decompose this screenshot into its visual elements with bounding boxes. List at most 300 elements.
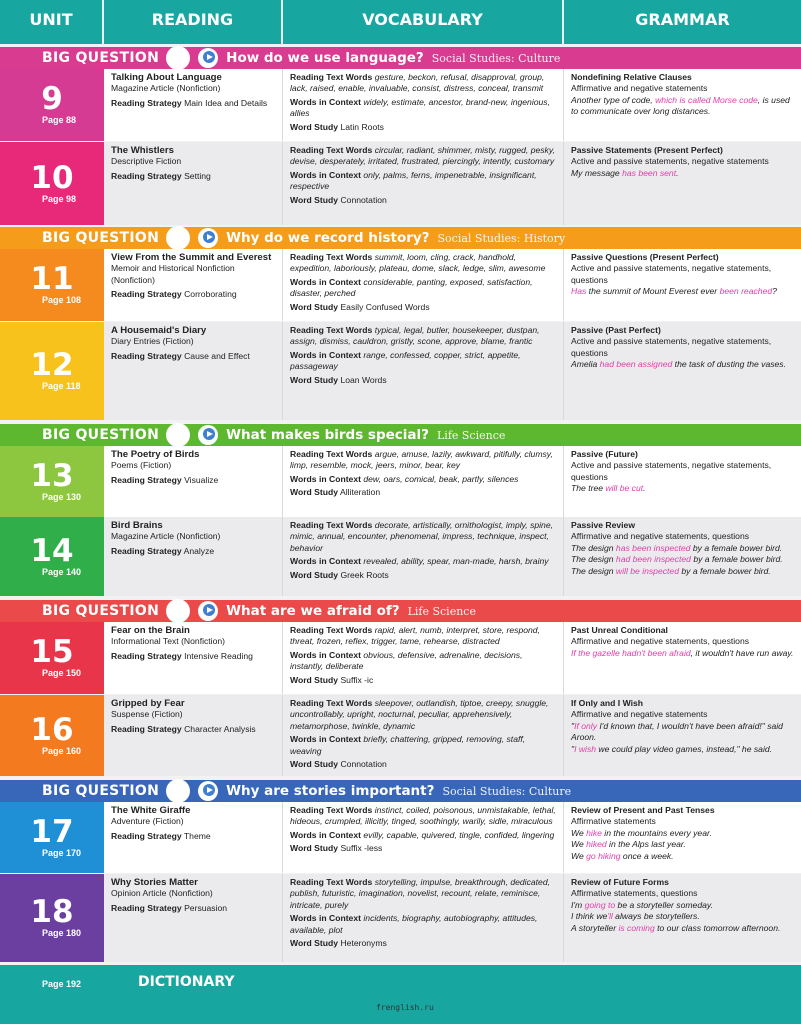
reading-strategy-label: Reading Strategy — [111, 289, 182, 300]
vocabulary-cell — [283, 517, 564, 596]
reading-text-words-label: Reading Text Words — [290, 698, 373, 708]
word-study-label: Word Study — [290, 374, 339, 385]
grammar-text: ? — [772, 286, 777, 297]
reading-strategy-line — [111, 724, 276, 735]
word-study: Connotation — [340, 194, 387, 205]
unit-number: 10 — [30, 159, 74, 196]
big-question-number: 5 — [166, 46, 190, 70]
reading-text-words-line — [290, 698, 557, 732]
reading-text-words: instinct, coiled, poisonous, unmistakable, lethal, hideous, crumpled, illicitly, tinged, soothingly, warily, sidle, miraculous — [290, 805, 556, 827]
words-in-context-label: Words in Context — [290, 473, 361, 484]
vocabulary-cell — [283, 142, 564, 225]
unit-cell — [0, 802, 104, 873]
words-in-context-label: Words in Context — [290, 349, 361, 360]
word-study-line — [290, 122, 557, 133]
reading-strategy-label: Reading Strategy — [111, 650, 182, 661]
grammar-highlight: hiked — [586, 839, 607, 850]
reading-strategy: Intensive Reading — [184, 650, 253, 661]
grammar-description: Affirmative and negative statements, questions — [571, 531, 750, 542]
reading-strategy-label: Reading Strategy — [111, 350, 182, 361]
word-study: Easily Confused Words — [340, 301, 430, 312]
words-in-context-label: Words in Context — [290, 169, 361, 180]
reading-genre: Poems — [111, 460, 138, 471]
grammar-text: . — [676, 167, 679, 178]
reading-cell — [104, 446, 283, 517]
vocabulary-cell — [283, 446, 564, 517]
vocabulary-cell — [283, 622, 564, 694]
grammar-text: We — [571, 827, 587, 838]
vocabulary-cell — [283, 695, 564, 776]
grammar-highlight: had been inspected — [615, 554, 691, 565]
vocabulary-cell — [283, 322, 564, 420]
grammar-example — [571, 286, 795, 297]
grammar-highlight: has been inspected — [615, 542, 691, 553]
reading-genre-line — [111, 336, 276, 347]
vocabulary-cell — [283, 874, 564, 962]
words-in-context-line — [290, 97, 557, 120]
words-in-context-line — [290, 556, 557, 567]
big-question-number: 8 — [166, 599, 190, 623]
word-study-line — [290, 570, 557, 581]
reading-genre: Descriptive Fiction — [111, 156, 182, 167]
word-study: Loan Words — [340, 374, 387, 385]
grammar-cell — [564, 142, 801, 225]
unit-row — [0, 517, 801, 596]
grammar-example — [571, 839, 795, 850]
words-in-context: briefly, chattering, gripped, removing, staff, weaving — [290, 734, 526, 756]
grammar-text: in the mountains every year. — [601, 827, 712, 838]
grammar-text: I'm — [571, 899, 585, 910]
grammar-title: Review of Present and Past Tenses — [571, 805, 715, 815]
grammar-highlight: had been assigned — [599, 359, 673, 370]
grammar-text: . — [643, 483, 646, 494]
reading-genre-line — [111, 816, 276, 827]
reading-text-words-line — [290, 520, 557, 554]
reading-genre-type: (Nonfiction) — [168, 888, 213, 899]
grammar-example — [571, 648, 795, 659]
grammar-highlight: If the gazelle hadn't been afraid — [571, 647, 691, 658]
unit-row — [0, 142, 801, 225]
word-study-line — [290, 302, 557, 313]
big-question-number: 9 — [166, 779, 190, 803]
grammar-text: always be storytellers. — [612, 911, 700, 922]
grammar-text: the task of dusting the vases. — [672, 359, 786, 370]
big-question-label: BIG QUESTION — [42, 603, 160, 619]
words-in-context: only, palms, ferns, impenetrable, insignificant, respective — [290, 169, 537, 192]
grammar-highlight: If only — [574, 720, 597, 731]
reading-genre: Diary Entries — [111, 336, 161, 347]
unit-row — [0, 802, 801, 873]
header-vocabulary: VOCABULARY — [283, 0, 564, 44]
grammar-cell — [564, 69, 801, 141]
reading-text-words-line — [290, 805, 557, 828]
word-study: Alliteration — [339, 487, 381, 498]
words-in-context: evilly, capable, quivered, tingle, confided, lingering — [363, 829, 555, 840]
reading-strategy: Setting — [184, 170, 211, 181]
words-in-context-label: Words in Context — [290, 913, 361, 924]
word-study: Suffix -less — [340, 843, 383, 854]
big-question-label: BIG QUESTION — [42, 50, 160, 66]
reading-text-words-line — [290, 72, 557, 95]
reading-genre-line — [111, 263, 276, 286]
reading-cell — [104, 622, 283, 694]
unit-row — [0, 446, 801, 517]
word-study-label: Word Study — [290, 487, 339, 498]
grammar-text: Another type of code, — [571, 94, 656, 105]
word-study-line — [290, 759, 557, 770]
unit-cell — [0, 142, 104, 225]
word-study-label: Word Study — [290, 194, 339, 205]
play-icon[interactable] — [198, 228, 218, 248]
unit-number: 17 — [30, 813, 74, 850]
grammar-text: by a female bower bird. — [690, 542, 783, 553]
header-grammar: GRAMMAR — [635, 10, 730, 29]
reading-text-words-line — [290, 449, 557, 472]
word-study: Latin Roots — [340, 121, 384, 132]
words-in-context-line — [290, 350, 557, 373]
grammar-description: Active and passive statements, negative statements — [571, 156, 769, 167]
word-study-line — [290, 375, 557, 386]
vocabulary-cell — [283, 802, 564, 873]
grammar-cell — [564, 249, 801, 321]
grammar-text: The design — [571, 542, 616, 553]
reading-text-words-label: Reading Text Words — [290, 325, 373, 335]
big-question-text: What makes birds special? — [226, 427, 429, 443]
word-study-line — [290, 675, 557, 686]
big-question-banner — [0, 47, 801, 69]
word-study-line — [290, 938, 557, 949]
unit-page: Page 180 — [42, 928, 82, 938]
grammar-example — [571, 95, 795, 118]
big-question-banner — [0, 227, 801, 249]
grammar-example — [571, 168, 795, 179]
grammar-text: , is used to communicate over long distances. — [571, 94, 790, 117]
words-in-context: obvious, defensive, adrenaline, decisions, instantly, deliberate — [290, 649, 523, 672]
reading-genre-type: (Nonfiction) — [176, 83, 221, 94]
words-in-context-label: Words in Context — [290, 556, 361, 567]
big-question-subject: Social Studies: History — [437, 231, 566, 245]
words-in-context-label: Words in Context — [290, 649, 361, 660]
grammar-text: " — [571, 720, 575, 731]
reading-strategy-label: Reading Strategy — [111, 545, 182, 556]
word-study-label: Word Study — [290, 569, 339, 580]
play-icon[interactable] — [198, 601, 218, 621]
word-study-label: Word Study — [290, 301, 339, 312]
reading-strategy-line — [111, 831, 276, 842]
grammar-description: Active and passive statements, negative statements, questions — [571, 263, 772, 285]
play-icon[interactable] — [198, 781, 218, 801]
grammar-highlight: which is called Morse code — [655, 94, 758, 105]
grammar-example — [571, 721, 795, 744]
play-icon[interactable] — [198, 425, 218, 445]
word-study: Greek Roots — [340, 569, 389, 580]
footer-page: Page 192 — [42, 979, 82, 989]
grammar-text: We — [571, 839, 587, 850]
words-in-context: range, confessed, copper, strict, appetite, passageway — [290, 349, 521, 372]
reading-genre: Magazine Article — [111, 531, 175, 542]
grammar-highlight: 'll — [607, 911, 613, 922]
reading-title: Bird Brains — [111, 520, 163, 531]
reading-strategy: Analyze — [183, 545, 215, 556]
reading-genre-type: (Nonfiction) — [111, 274, 155, 285]
grammar-text: The design — [571, 565, 616, 576]
reading-text-words-line — [290, 325, 557, 348]
big-question-text: What are we afraid of? — [226, 603, 400, 619]
reading-strategy-line — [111, 98, 276, 109]
big-question-label: BIG QUESTION — [42, 427, 160, 443]
grammar-title: Passive Questions (Present Perfect) — [571, 252, 719, 262]
reading-strategy-label: Reading Strategy — [111, 97, 182, 108]
grammar-highlight: will be inspected — [615, 565, 679, 576]
reading-cell — [104, 802, 283, 873]
grammar-description: Affirmative statements — [571, 816, 656, 827]
grammar-example — [571, 900, 795, 911]
unit-cell — [0, 695, 104, 776]
words-in-context: incidents, biography, autobiography, attitudes, available, plot — [290, 913, 538, 935]
word-study-label: Word Study — [290, 938, 339, 949]
grammar-title: Past Unreal Conditional — [571, 625, 668, 635]
unit-number: 13 — [30, 457, 74, 494]
header-unit: UNIT — [0, 0, 104, 44]
word-study-label: Word Study — [290, 843, 339, 854]
reading-text-words-line — [290, 877, 557, 911]
grammar-text: Amelia — [571, 359, 600, 370]
reading-strategy-label: Reading Strategy — [111, 830, 182, 841]
grammar-text: The tree — [571, 483, 606, 494]
grammar-example — [571, 744, 795, 755]
unit-row — [0, 874, 801, 962]
words-in-context-line — [290, 277, 557, 300]
reading-title: The Whistlers — [111, 145, 174, 156]
grammar-text: I'd known that, I wouldn't have been afraid!" said Aroon. — [571, 720, 783, 743]
reading-strategy: Main Idea and Details — [184, 97, 268, 108]
unit-row — [0, 249, 801, 321]
grammar-example — [571, 911, 795, 922]
unit-number: 16 — [30, 711, 74, 748]
reading-text-words-label: Reading Text Words — [290, 252, 373, 262]
big-question-subject: Social Studies: Culture — [431, 51, 561, 65]
unit-number: 9 — [41, 81, 63, 117]
reading-text-words-line — [290, 252, 557, 275]
watermark: frenglish.ru — [376, 1003, 434, 1012]
words-in-context: dew, oars, comical, beak, partly, silences — [363, 473, 519, 484]
unit-page: Page 88 — [42, 115, 77, 125]
reading-cell — [104, 695, 283, 776]
words-in-context: revealed, ability, spear, man-made, harsh, brainy — [363, 556, 549, 567]
grammar-cell — [564, 517, 801, 596]
reading-title: A Housemaid's Diary — [111, 325, 207, 336]
unit-cell — [0, 322, 104, 420]
grammar-highlight: I wish — [574, 743, 597, 754]
grammar-description: Affirmative and negative statements — [571, 709, 708, 720]
unit-number: 14 — [30, 532, 74, 569]
word-study: Connotation — [340, 759, 387, 770]
grammar-highlight: is coming — [618, 922, 655, 933]
words-in-context-label: Words in Context — [290, 96, 361, 107]
vocabulary-cell — [283, 249, 564, 321]
words-in-context: widely, estimate, ancestor, brand-new, ingenious, allies — [290, 96, 550, 119]
reading-strategy: Visualize — [184, 474, 219, 485]
grammar-title: Review of Future Forms — [571, 877, 669, 887]
reading-strategy: Theme — [183, 830, 211, 841]
reading-strategy-label: Reading Strategy — [111, 902, 182, 913]
grammar-highlight: been reached — [719, 286, 773, 297]
reading-cell — [104, 69, 283, 141]
words-in-context-line — [290, 474, 557, 485]
grammar-example — [571, 923, 795, 934]
reading-strategy-line — [111, 903, 276, 914]
footer — [0, 965, 801, 1024]
grammar-example — [571, 554, 795, 565]
reading-genre-line — [111, 636, 276, 647]
reading-genre-type: (Fiction) — [152, 816, 184, 827]
reading-genre-type: (Fiction) — [162, 336, 194, 347]
grammar-title: If Only and I Wish — [571, 698, 644, 708]
reading-text-words: summit, loom, cling, crack, handhold, expedition, laboriously, plateau, dome, slack, ledge, slim, awesome — [290, 252, 546, 274]
grammar-highlight: has been sent — [622, 167, 677, 178]
grammar-highlight: Has — [571, 286, 587, 297]
reading-title: The Poetry of Birds — [111, 449, 200, 460]
reading-text-words: sleepover, outlandish, tiptoe, creepy, snuggle, uncontrollably, upright, nocturnal, peculiar, apprehensively, metamorphose, twinkle, dynamic — [290, 698, 549, 731]
reading-text-words: storytelling, impulse, breakthrough, dedicated, publish, futuristic, imagination, novelist, recount, relate, reminisce, intricate, purely — [290, 877, 551, 910]
grammar-example — [571, 851, 795, 862]
reading-genre: Memoir and Historical Nonfiction — [111, 263, 235, 274]
grammar-title: Passive (Past Perfect) — [571, 325, 661, 335]
words-in-context-line — [290, 913, 557, 936]
grammar-text: be a storyteller someday. — [615, 899, 713, 910]
words-in-context-line — [290, 734, 557, 757]
big-question-banner — [0, 600, 801, 622]
reading-title: View From the Summit and Everest — [111, 252, 272, 263]
big-question-banner — [0, 424, 801, 446]
grammar-cell — [564, 322, 801, 420]
grammar-text: once a week. — [620, 850, 674, 861]
grammar-example — [571, 359, 795, 370]
grammar-example — [571, 828, 795, 839]
grammar-cell — [564, 802, 801, 873]
grammar-text: " — [571, 743, 575, 754]
reading-genre: Informational Text — [111, 636, 179, 647]
reading-strategy: Corroborating — [184, 289, 237, 300]
grammar-text: I think we — [571, 911, 608, 922]
table-header — [0, 0, 801, 44]
header-reading: READING — [104, 0, 283, 44]
unit-cell — [0, 874, 104, 962]
reading-text-words-label: Reading Text Words — [290, 625, 373, 635]
grammar-example — [571, 483, 795, 494]
reading-genre-type: (Fiction) — [151, 709, 183, 720]
grammar-title: Passive (Future) — [571, 449, 638, 459]
grammar-text: A storyteller — [571, 922, 619, 933]
reading-text-words: rapid, alert, numb, interpret, store, respond, threat, frozen, reflex, trigger, tame, rehearse, distracted — [290, 625, 540, 647]
reading-text-words: gesture, beckon, refusal, disapproval, group, lack, raised, enable, invaluable, consist, distress, conceal, transmit — [290, 72, 545, 94]
reading-title: Why Stories Matter — [111, 877, 198, 888]
reading-strategy-label: Reading Strategy — [111, 474, 182, 485]
grammar-text: by a female bower bird. — [690, 554, 783, 565]
reading-title: Gripped by Fear — [111, 698, 185, 709]
word-study-label: Word Study — [290, 759, 339, 770]
reading-strategy-line — [111, 475, 276, 486]
grammar-description: Active and passive statements, negative statements, questions — [571, 336, 772, 358]
word-study: Heteronyms — [340, 938, 387, 949]
unit-cell — [0, 517, 104, 596]
reading-genre-line — [111, 531, 276, 542]
reading-genre-type: (Nonfiction) — [181, 636, 226, 647]
big-question-number: 7 — [166, 423, 190, 447]
grammar-highlight: going to — [584, 899, 616, 910]
unit-page: Page 130 — [42, 491, 82, 502]
reading-cell — [104, 142, 283, 225]
unit-page: Page 150 — [42, 668, 82, 678]
unit-cell — [0, 249, 104, 321]
unit-row — [0, 622, 801, 694]
grammar-text: The design — [571, 554, 616, 565]
reading-strategy-line — [111, 546, 276, 557]
grammar-text: we could play video games, instead," he said. — [596, 743, 773, 754]
big-question-number: 6 — [166, 226, 190, 250]
reading-text-words-label: Reading Text Words — [290, 449, 373, 459]
grammar-cell — [564, 446, 801, 517]
big-question-text: How do we use language? — [226, 50, 424, 66]
reading-title: The White Giraffe — [111, 805, 191, 816]
reading-strategy: Persuasion — [184, 902, 228, 913]
big-question-text: Why do we record history? — [226, 230, 430, 246]
grammar-description: Affirmative and negative statements — [571, 83, 708, 94]
word-study-label: Word Study — [290, 121, 339, 132]
reading-text-words-label: Reading Text Words — [290, 805, 373, 815]
reading-strategy-line — [111, 651, 276, 662]
grammar-text: My message — [571, 167, 623, 178]
vocabulary-cell — [283, 69, 564, 141]
reading-genre-line — [111, 460, 276, 471]
grammar-text: in the Alps last year. — [606, 839, 686, 850]
reading-title: Talking About Language — [111, 72, 222, 83]
reading-strategy: Character Analysis — [184, 723, 256, 734]
grammar-text: by a female bower bird. — [678, 565, 771, 576]
unit-cell — [0, 622, 104, 694]
big-question-label: BIG QUESTION — [42, 783, 160, 799]
reading-genre: Adventure — [111, 816, 151, 827]
play-icon[interactable] — [198, 48, 218, 68]
reading-strategy-line — [111, 171, 276, 182]
reading-genre: Opinion Article — [111, 888, 167, 899]
reading-text-words-label: Reading Text Words — [290, 520, 373, 530]
words-in-context-line — [290, 170, 557, 193]
unit-page: Page 170 — [42, 847, 82, 858]
big-question-text: Why are stories important? — [226, 783, 435, 799]
grammar-example — [571, 566, 795, 577]
reading-text-words: decorate, artistically, ornithologist, imply, spine, mimic, annual, encounter, phenomenal, impress, technique, inspect, behavior — [290, 520, 554, 553]
big-question-subject: Social Studies: Culture — [442, 784, 572, 798]
unit-page: Page 108 — [42, 295, 82, 305]
grammar-title: Passive Review — [571, 520, 636, 530]
unit-page: Page 118 — [42, 381, 81, 391]
words-in-context: considerable, panting, exposed, satisfaction, disaster, perched — [290, 276, 533, 299]
reading-genre-line — [111, 83, 276, 94]
reading-title: Fear on the Brain — [111, 625, 190, 636]
grammar-text: We — [571, 850, 587, 861]
unit-row — [0, 69, 801, 141]
words-in-context-label: Words in Context — [290, 734, 361, 745]
reading-text-words: circular, radiant, shimmer, misty, rugged, pesky, devise, desperately, irritated, frustrated, piercingly, intently, customary — [290, 145, 555, 167]
reading-cell — [104, 322, 283, 420]
reading-genre: Suspense — [111, 709, 150, 720]
word-study: Suffix -ic — [340, 674, 374, 685]
grammar-title: Passive Statements (Present Perfect) — [571, 145, 723, 155]
unit-row — [0, 322, 801, 420]
dictionary-label: DICTIONARY — [138, 974, 235, 990]
big-question-label: BIG QUESTION — [42, 230, 160, 246]
